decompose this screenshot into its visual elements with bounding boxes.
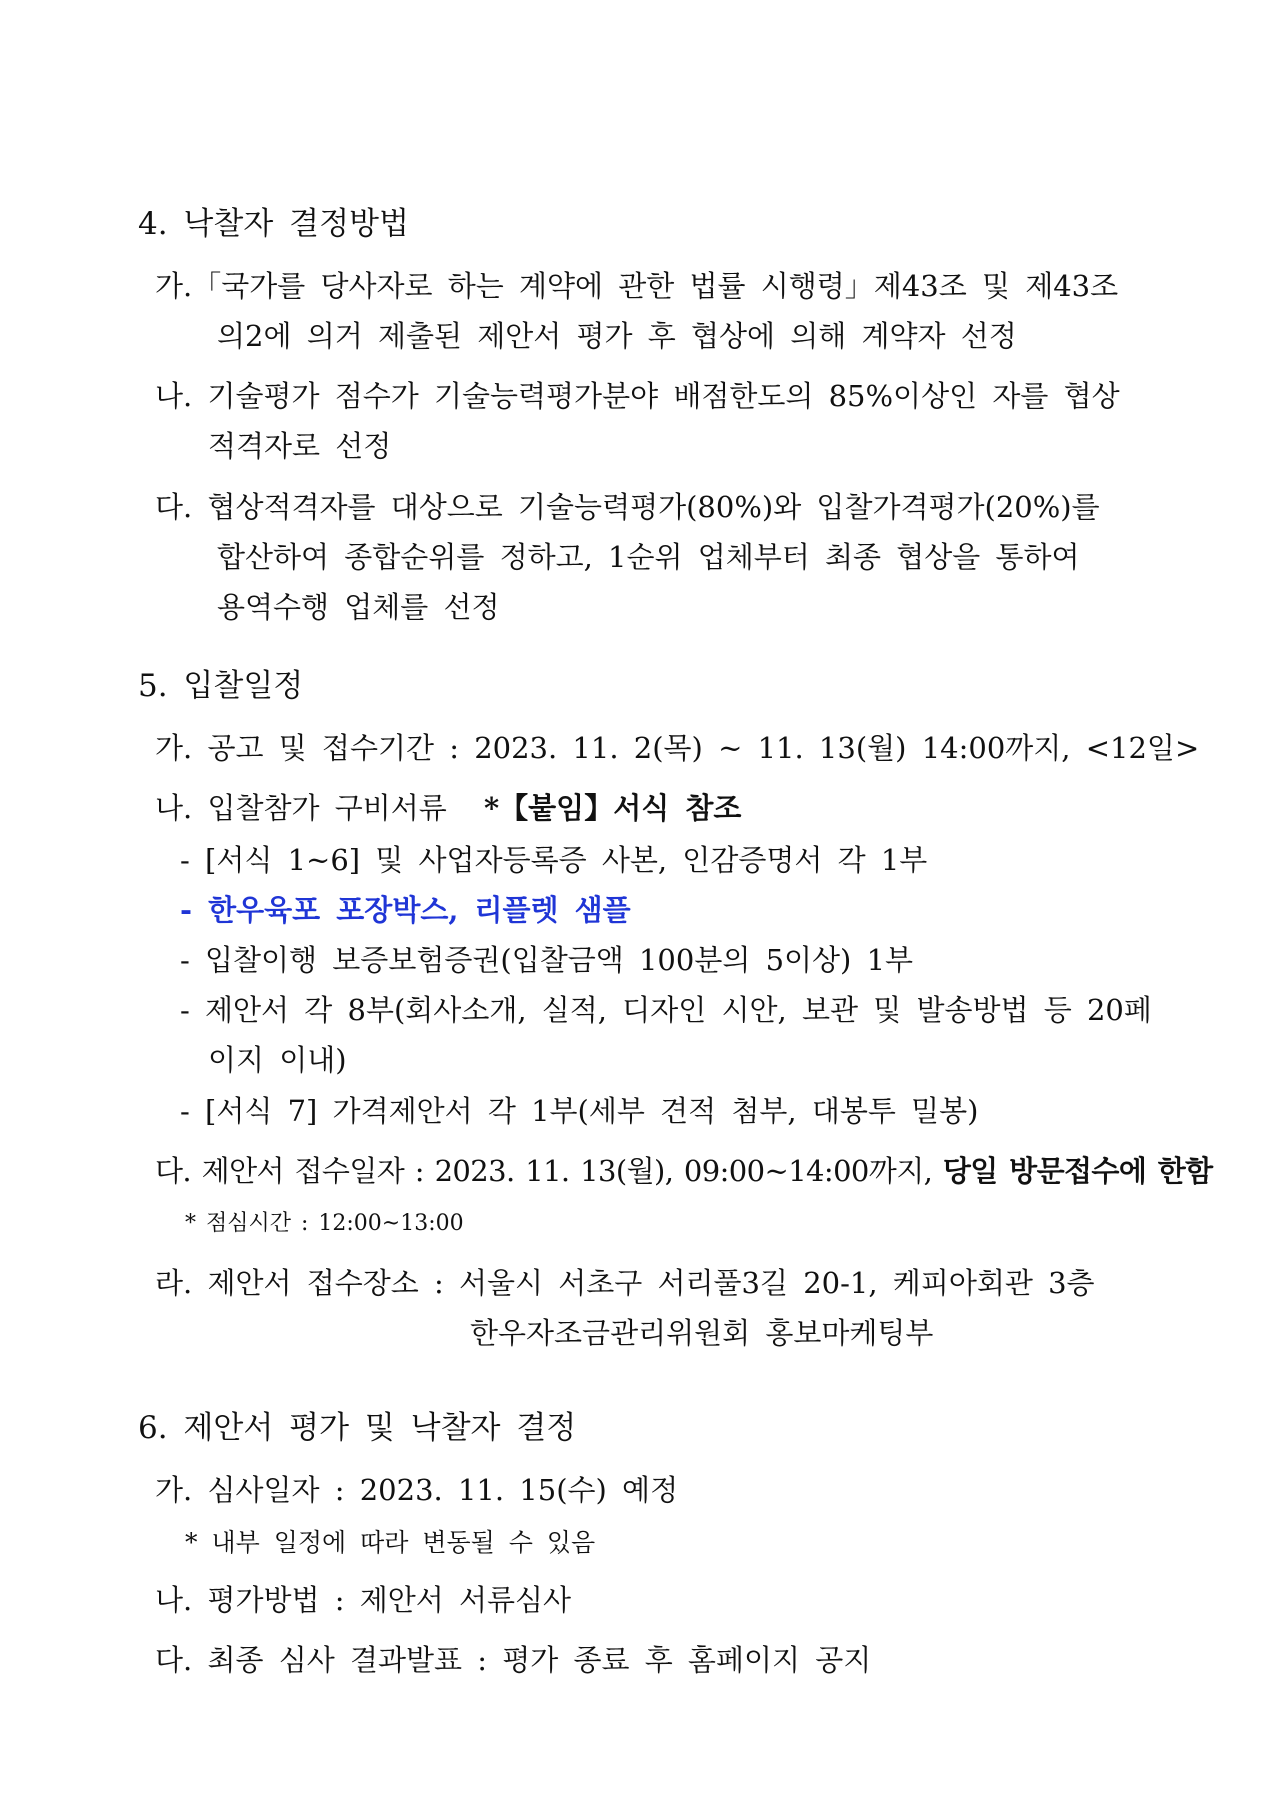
sec6-item-c: 다. 최종 심사 결과발표 : 평가 종료 후 홈페이지 공지 [155, 1643, 872, 1677]
sec5-lunch-note: * 점심시간 : 12:00~13:00 [185, 1211, 464, 1236]
section-6-heading: 6. 제안서 평가 및 낙찰자 결정 [138, 1410, 577, 1446]
section-4-heading: 4. 낙찰자 결정방법 [138, 206, 409, 242]
sec6-item-a: 가. 심사일자 : 2023. 11. 15(수) 예정 [155, 1473, 679, 1507]
sec6-item-a-note: * 내부 일정에 따라 변동될 수 있음 [185, 1528, 596, 1557]
sec5-item-b-note: *【붙임】서식 참조 [484, 791, 742, 825]
sec5-item-d-line2: 한우자조금관리위원회 홍보마케팅부 [470, 1316, 934, 1350]
sec5-item-c-emphasis: 당일 방문접수에 한함 [942, 1154, 1213, 1188]
sec5-doc-item-2: - 한우육포 포장박스, 리플렛 샘플 [180, 893, 631, 927]
sec5-doc-item-4-line1: - 제안서 각 8부(회사소개, 실적, 디자인 시안, 보관 및 발송방법 등 20페 [180, 993, 1152, 1027]
sec4-item-b-line1: 나. 기술평가 점수가 기술능력평가분야 배점한도의 85%이상인 자를 협상 [155, 379, 1120, 413]
sec5-item-b [155, 790, 741, 826]
sec6-item-b: 나. 평가방법 : 제안서 서류심사 [155, 1583, 572, 1617]
sec5-item-c-text: 다. 제안서 접수일자 : 2023. 11. 13(월), 09:00~14:00까지, [155, 1154, 933, 1188]
sec4-item-c-line1: 다. 협상적격자를 대상으로 기술능력평가(80%)와 입찰가격평가(20%)를 [155, 490, 1100, 524]
sec5-item-d-line1: 라. 제안서 접수장소 : 서울시 서초구 서리풀3길 20-1, 케피아회관 3층 [155, 1266, 1095, 1300]
sec5-doc-item-5: - [서식 7] 가격제안서 각 1부(세부 견적 첨부, 대봉투 밀봉) [180, 1094, 979, 1128]
sec5-doc-item-1: - [서식 1~6] 및 사업자등록증 사본, 인감증명서 각 1부 [180, 843, 928, 877]
section-5-heading: 5. 입찰일정 [138, 668, 304, 704]
sec5-doc-item-3: - 입찰이행 보증보험증권(입찰금액 100분의 5이상) 1부 [180, 943, 914, 977]
sec5-item-a: 가. 공고 및 접수기간 : 2023. 11. 2(목) ~ 11. 13(월) 14:00까지, <12일> [155, 731, 1200, 765]
sec5-item-b-text: 나. 입찰참가 구비서류 [155, 791, 447, 825]
sec5-doc-item-4-line2: 이지 이내) [208, 1043, 347, 1077]
sec4-item-a-line2: 의2에 의거 제출된 제안서 평가 후 협상에 의해 계약자 선정 [217, 319, 1017, 353]
sec4-item-b-line2: 적격자로 선정 [208, 429, 392, 463]
sec4-item-c-line3: 용역수행 업체를 선정 [217, 590, 500, 624]
sec5-item-c [155, 1153, 1213, 1189]
sec4-item-c-line2: 합산하여 종합순위를 정하고, 1순위 업체부터 최종 협상을 통하여 [217, 540, 1080, 574]
sec4-item-a-line1: 가.「국가를 당사자로 하는 계약에 관한 법률 시행령」제43조 및 제43조 [155, 269, 1119, 303]
